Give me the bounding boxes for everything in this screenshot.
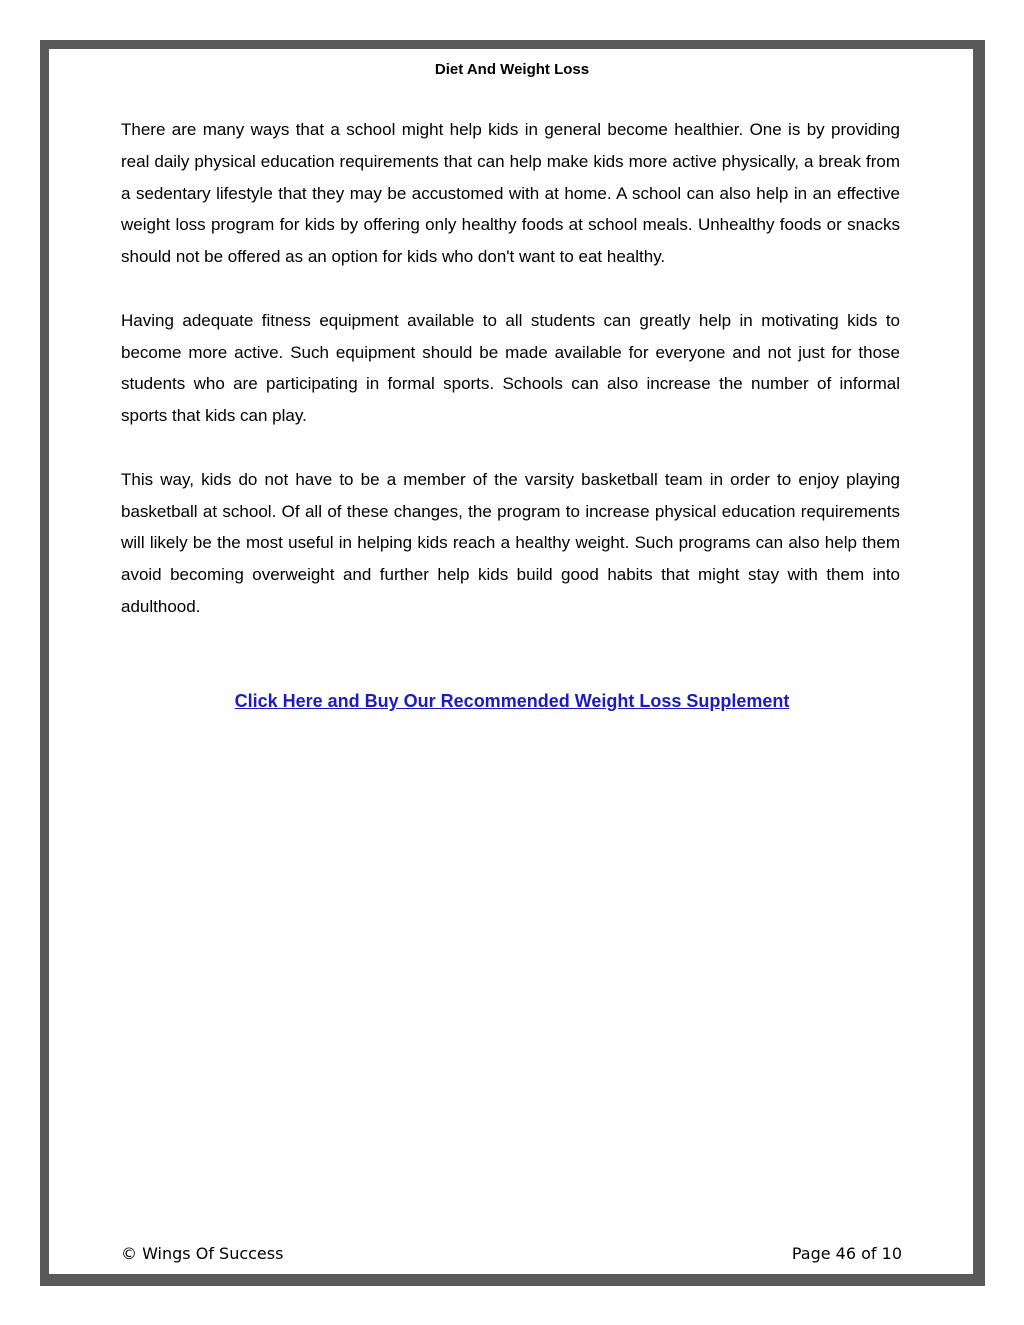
footer-page-number: Page 46 of 10 bbox=[791, 1244, 902, 1263]
buy-supplement-link[interactable]: Click Here and Buy Our Recommended Weight Loss Supplement bbox=[234, 691, 790, 711]
cta-container bbox=[0, 688, 1024, 714]
body-paragraph-3: This way, kids do not have to be a member of the varsity basketball team in order to enjoy playing basketball at school. Of all of these changes, the program to increase physical education requirements will likely be the most useful in helping kids reach a healthy weight. Such programs can also help them avoid becoming overweight and further help kids build good habits that might stay with them into adulthood. bbox=[121, 469, 900, 616]
body-paragraph-1: There are many ways that a school might help kids in general become healthier. One is by providing real daily physical education requirements that can help make kids more active physically, a break from a sedentary lifestyle that they may be accustomed with at home. A school can also help in an effective weight loss program for kids by offering only healthy foods at school meals. Unhealthy foods or snacks should not be offered as an option for kids who don't want to eat healthy. bbox=[121, 120, 900, 267]
footer-copyright: © Wings Of Success bbox=[121, 1244, 284, 1263]
body-paragraph-2: Having adequate fitness equipment available to all students can greatly help in motivating kids to become more active. Such equipment should be made available for everyone and not just for those students who are participating in formal sports. Schools can also increase the number of informal sports that kids can play. bbox=[121, 310, 900, 426]
page-header-title: Diet And Weight Loss bbox=[434, 61, 590, 78]
document-body bbox=[121, 114, 900, 655]
